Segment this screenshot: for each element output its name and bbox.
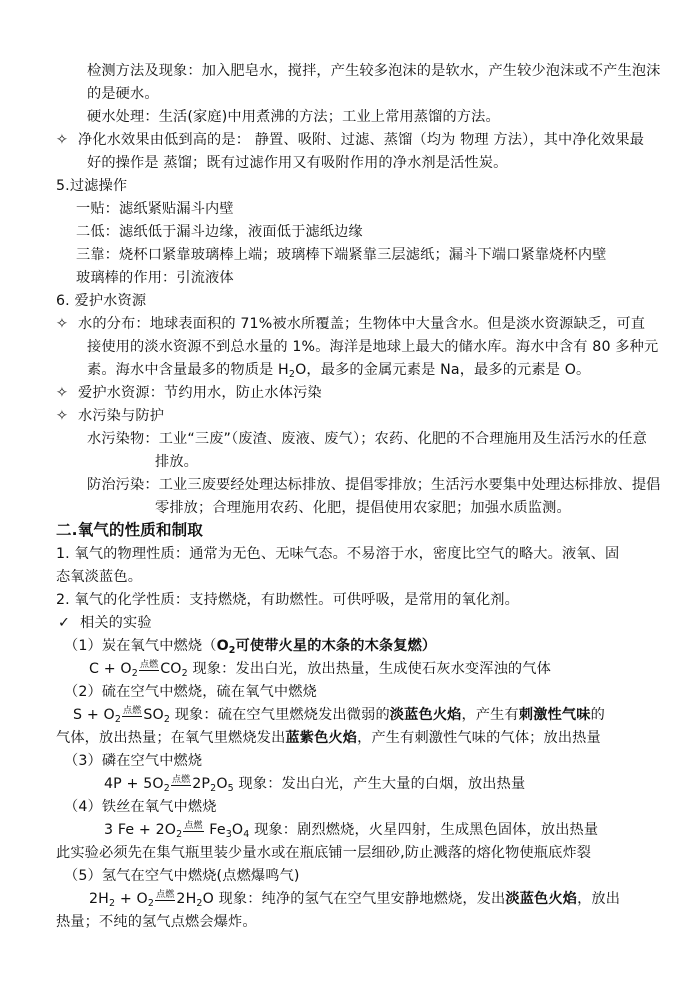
line-filter-3: 三靠：烧杯口紧靠玻璃棒上端；玻璃棒下端紧靠三层滤纸；漏斗下端口紧靠烧杯内壁 — [76, 247, 607, 263]
line-glass-rod: 玻璃棒的作用：引流液体 — [76, 270, 234, 286]
equation-hydrogen: $2H_2 + O_2$点燃 $2H_2O$ 现象：纯净的氢气在空气里安静地燃烧，发出淡蓝色火焰，放出 — [89, 890, 621, 909]
line-exp-sulfur: （2）硫在空气中燃烧，硫在氧气中燃烧 — [64, 684, 317, 700]
diamond-bullet-icon: ✧ — [56, 316, 69, 332]
line-water-dist-3: 素。海水中含量最多的物质是 $H_2O$，最多的金属元素是 Na，最多的元素是 O。 — [87, 362, 591, 380]
line-purify-cont: 好的操作是 蒸馏；既有过滤作用又有吸附作用的净水剂是活性炭。 — [87, 155, 508, 171]
line-sulfur-cont: 气体，放出热量；在氧气里燃烧发出蓝紫色火焰，产生有刺激性气味的气体；放出热量 — [56, 730, 601, 746]
line-exp-phosphorus: （3）磷在空气中燃烧 — [64, 753, 203, 769]
line-exp-carbon: （1）炭在氧气中燃烧（$O_2$可使带火星的木条的木条复燃） — [64, 638, 437, 656]
equation-carbon: $C + O_2$点燃 $CO_2$ 现象：发出白光，放出热量，生成使石灰水变浑浊的气体 — [89, 660, 551, 679]
line-hydrogen-cont: 热量；不纯的氢气点燃会爆炸。 — [56, 914, 257, 930]
line-exp-iron: （4）铁丝在氧气中燃烧 — [64, 799, 217, 815]
line-water-dist-2: 接使用的淡水资源不到总水量的 1%。海洋是地球上最大的储水库。海水中含有 80 多种元 — [87, 339, 659, 355]
line-protect: ✧ 爱护水资源：节约用水，防止水体污染 — [56, 383, 322, 404]
condition-label: 点燃 — [171, 775, 191, 785]
check-bullet-icon: ✓ — [58, 615, 71, 631]
line-physical: 1. 氧气的物理性质：通常为无色、无味气态。不易溶于水，密度比空气的略大。液氧、固 — [56, 546, 620, 562]
line-purify: ✧ 净化水效果由低到高的是： 静置、吸附、过滤、蒸馏（均为 物理 方法），其中净化效果最 — [56, 130, 644, 151]
line-test-method: 检测方法及现象：加入肥皂水，搅拌，产生较多泡沫的是软水，产生较少泡沫或不产生泡沫 — [87, 63, 661, 79]
equation-phosphorus: $4P + 5O_2$点燃 $2P_2O_5$ 现象：发出白光，产生大量的白烟，放出热量 — [104, 775, 526, 794]
line-test-method-cont: 的是硬水。 — [87, 86, 159, 102]
condition-label: 点燃 — [184, 821, 203, 831]
line-experiments: ✓ 相关的实验 — [58, 613, 152, 634]
diamond-bullet-icon: ✧ — [56, 408, 69, 424]
line-hard-water: 硬水处理：生活(家庭)中用煮沸的方法；工业上常用蒸馏的方法。 — [87, 109, 500, 125]
section-water-protect: 6. 爱护水资源 — [56, 293, 147, 309]
line-physical-cont: 态氧淡蓝色。 — [56, 569, 143, 585]
section-oxygen-heading: 二.氧气的性质和制取 — [56, 521, 203, 539]
line-prevention-cont: 零排放；合理施用农药、化肥，提倡使用农家肥；加强水质监测。 — [155, 500, 571, 516]
line-water-dist: ✧ 水的分布：地球表面积的 71%被水所覆盖；生物体中大量含水。但是淡水资源缺乏，可直 — [56, 314, 645, 335]
condition-label: 点燃 — [139, 660, 159, 670]
line-pollutants: 水污染物：工业“三废”（废渣、废液、废气）；农药、化肥的不合理施用及生活污水的任意 — [87, 431, 647, 447]
equation-sulfur: $S + O_2$点燃 $SO_2$ 现象：硫在空气里燃烧发出微弱的淡蓝色火焰，产生有刺激性气味的 — [73, 706, 605, 725]
line-exp-hydrogen: （5）氢气在空气中燃烧(点燃爆鸣气) — [64, 868, 300, 884]
line-chemical: 2. 氧气的化学性质：支持燃烧，有助燃性。可供呼吸，是常用的氧化剂。 — [56, 592, 519, 608]
line-prevention: 防治污染：工业三废要经处理达标排放、提倡零排放；生活污水要集中处理达标排放、提倡 — [87, 477, 661, 493]
line-iron-note: 此实验必须先在集气瓶里装少量水或在瓶底铺一层细砂,防止溅落的熔化物使瓶底炸裂 — [56, 845, 592, 861]
diamond-bullet-icon: ✧ — [56, 385, 69, 401]
line-pollution: ✧ 水污染与防护 — [56, 406, 164, 427]
condition-label: 点燃 — [123, 706, 142, 716]
line-filter-2: 二低：滤纸低于漏斗边缘，液面低于滤纸边缘 — [76, 224, 363, 240]
equation-iron: 3 $Fe + 2O_2$点燃 $Fe_3O_4$ 现象：剧烈燃烧，火星四射，生成黑色固体，放出热量 — [104, 821, 599, 840]
line-filter-1: 一贴：滤纸紧贴漏斗内壁 — [76, 201, 234, 217]
diamond-bullet-icon: ✧ — [56, 132, 69, 148]
line-pollutants-cont: 排放。 — [155, 454, 199, 470]
condition-label: 点燃 — [156, 890, 175, 900]
section-filter: 5.过滤操作 — [56, 178, 128, 194]
